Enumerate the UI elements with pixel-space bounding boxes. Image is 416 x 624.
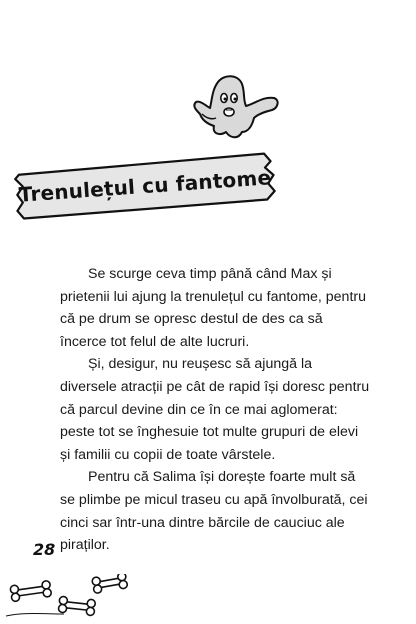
paragraph-2: Și, desigur, nu reușesc să ajungă la diversele atracții pe cât de rapid își doresc pentru că parcul devine din ce în ce mai aglomerat: peste tot se înghesuie tot multe grupuri de elevi și familii cu copii de toate vârstele. xyxy=(60,356,370,463)
ghost-icon xyxy=(188,74,284,148)
body-text xyxy=(60,263,372,557)
bones-icon xyxy=(4,574,144,620)
paragraph-1: Se scurge ceva timp până când Max și prietenii lui ajung la trenulețul cu fantome, pentru că pe drum se opresc destul de des ca să încerce tot felul de alte lucruri. xyxy=(60,266,367,350)
chapter-title: Trenulețul cu fantome xyxy=(18,165,272,207)
page-number: 28 xyxy=(33,540,56,559)
chapter-title-banner xyxy=(13,151,278,221)
paragraph-3: Pentru că Salima își dorește foarte mult să se plimbe pe micul traseu cu apă învolburată, cei cinci sar într-una dintre bărcile de cauciuc ale piraților. xyxy=(60,469,368,554)
